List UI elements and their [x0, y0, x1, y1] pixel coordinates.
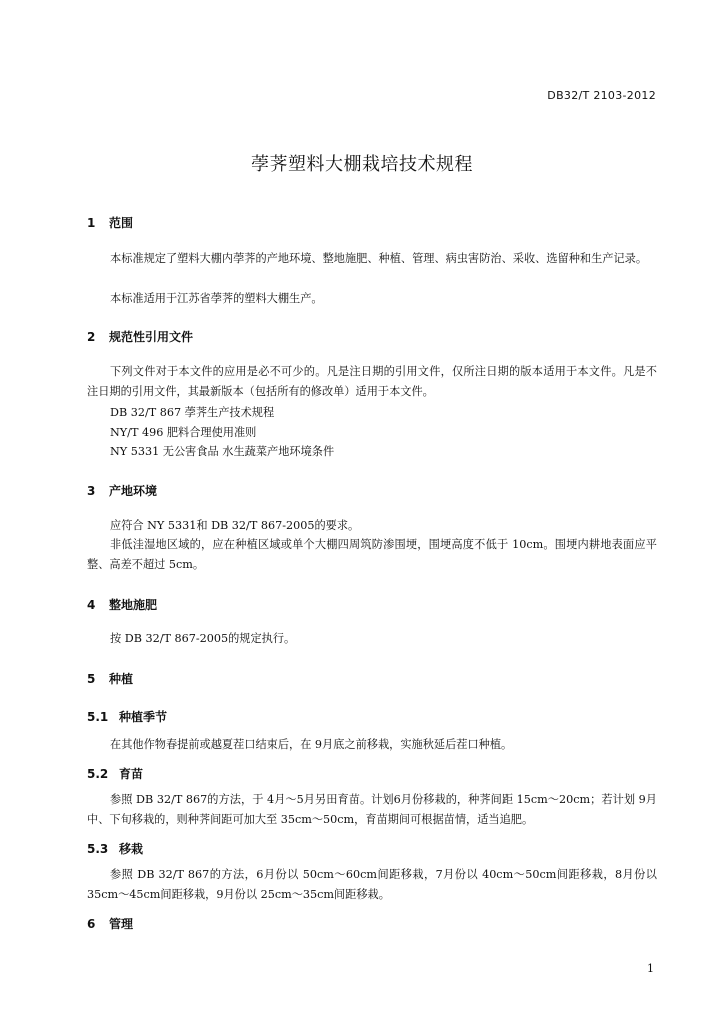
- reference-item: NY 5331 无公害食品 水生蔬菜产地环境条件: [110, 445, 335, 458]
- section-6-heading: [87, 915, 133, 932]
- section-title: 管理: [109, 917, 134, 931]
- section-number: 4: [87, 598, 96, 612]
- section-5-3-heading: [87, 840, 143, 857]
- section-title: 规范性引用文件: [109, 330, 194, 344]
- section-number: 5: [87, 672, 96, 686]
- section-number: 5.1: [87, 710, 109, 724]
- section-number: 2: [87, 330, 96, 344]
- reference-item: NY/T 496 肥料合理使用准则: [110, 426, 257, 439]
- section-5-heading: [87, 670, 133, 687]
- section-4-heading: [87, 596, 157, 613]
- section-title: 整地施肥: [109, 598, 158, 612]
- section-5-2-heading: [87, 765, 143, 782]
- section-title: 产地环境: [109, 484, 158, 498]
- section-2-heading: [87, 328, 193, 345]
- section-3-paragraph-2: 非低洼湿地区域的，应在种植区域或单个大棚四周筑防渗围埂，围埂高度不低于 10cm。围埂内耕地表面应平整、高差不超过 5cm。: [87, 538, 657, 571]
- section-title: 范围: [109, 216, 134, 230]
- section-5-1-heading: [87, 708, 167, 725]
- section-3-paragraph-1: 应符合 NY 5331和 DB 32/T 867-2005的要求。: [110, 519, 360, 532]
- section-number: 5.3: [87, 842, 109, 856]
- section-number: 1: [87, 216, 96, 230]
- section-number: 5.2: [87, 767, 109, 781]
- section-5-2-paragraph-1: 参照 DB 32/T 867的方法，于 4月～5月另田育苗。计划6月份移栽的，种荠间距 15cm～20cm；若计划 9月中、下旬移栽的，则种荠间距可加大至 35cm～50cm，育苗期间可根据苗情，适当追肥。: [87, 793, 657, 826]
- section-title: 种植: [109, 672, 134, 686]
- section-5-3-paragraph-1: 参照 DB 32/T 867的方法，6月份以 50cm～60cm间距移栽，7月份以 40cm～50cm间距移栽，8月份以 35cm～45cm间距移栽，9月份以 25cm～35cm间距移栽。: [87, 868, 657, 901]
- section-title: 移栽: [119, 842, 144, 856]
- section-number: 6: [87, 917, 96, 931]
- section-1-paragraph-2: 本标准适用于江苏省荸荠的塑料大棚生产。: [110, 292, 323, 305]
- document-title: 荸荠塑料大棚栽培技术规程: [251, 154, 473, 175]
- section-number: 3: [87, 484, 96, 498]
- reference-item: DB 32/T 867 荸荠生产技术规程: [110, 406, 275, 419]
- section-title: 育苗: [119, 767, 144, 781]
- section-5-1-paragraph-1: 在其他作物春提前或越夏茬口结束后，在 9月底之前移栽，实施秋延后茬口种植。: [110, 738, 513, 751]
- section-1-heading: [87, 214, 133, 231]
- page-number: 1: [647, 962, 654, 975]
- section-4-paragraph-1: 按 DB 32/T 867-2005的规定执行。: [110, 632, 296, 645]
- section-2-paragraph-1: 下列文件对于本文件的应用是必不可少的。凡是注日期的引用文件，仅所注日期的版本适用于本文件。凡是不注日期的引用文件，其最新版本（包括所有的修改单）适用于本文件。: [87, 365, 657, 398]
- section-title: 种植季节: [119, 710, 168, 724]
- standard-code: DB32/T 2103-2012: [547, 89, 656, 102]
- section-1-paragraph-1: 本标准规定了塑料大棚内荸荠的产地环境、整地施肥、种植、管理、病虫害防治、采收、选留种和生产记录。: [110, 252, 648, 265]
- section-3-heading: [87, 482, 157, 499]
